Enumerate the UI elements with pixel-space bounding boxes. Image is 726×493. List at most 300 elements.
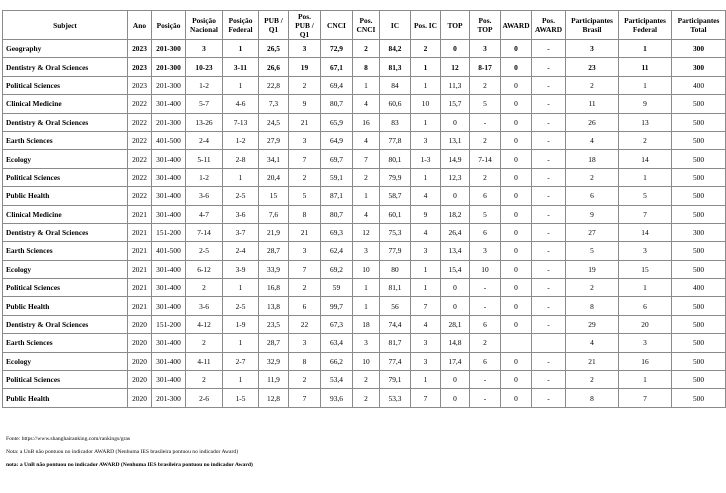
table-cell: - [470,279,501,297]
table-cell: - [532,150,566,168]
table-cell: 2 [353,389,380,407]
table-cell: 28,1 [441,315,470,333]
table-cell: 151-200 [152,315,186,333]
table-cell: 0 [501,371,532,389]
table-cell: 2 [470,168,501,186]
table-cell: 7 [619,389,672,407]
table-cell: 4-11 [186,352,223,370]
table-cell: 500 [672,131,726,149]
table-cell: 2022 [128,113,152,131]
table-cell: 69,4 [321,76,353,94]
table-cell: 66,2 [321,352,353,370]
table-cell: 29 [566,315,619,333]
table-cell: 67,1 [321,58,353,76]
table-cell: 2 [411,40,441,58]
table-cell: 2 [470,76,501,94]
table-cell: 1 [353,297,380,315]
column-header: Ano [128,11,152,40]
table-cell: 3 [289,131,321,149]
table-cell: 1 [619,76,672,94]
column-header: Posição [152,11,186,40]
table-cell: 3 [411,334,441,352]
table-cell: 17,4 [441,352,470,370]
table-cell: 2020 [128,389,152,407]
table-cell: 14 [619,223,672,241]
table-cell: 22 [289,315,321,333]
table-cell: 13,1 [441,131,470,149]
table-cell: 11 [566,95,619,113]
table-row [3,352,726,370]
column-header: TOP [441,11,470,40]
table-cell: 3-6 [186,297,223,315]
table-cell: 59,1 [321,168,353,186]
subject-cell: Political Sciences [3,76,128,94]
table-cell: - [532,40,566,58]
table-cell: 1 [223,371,259,389]
table-cell: 77,8 [380,131,411,149]
column-header: Participantes Brasil [566,11,619,40]
table-cell: 8 [289,352,321,370]
table-cell: 5 [566,242,619,260]
footnotes [6,436,253,475]
table-cell: 0 [501,131,532,149]
table-cell: 13,4 [441,242,470,260]
table-cell: 77,9 [380,242,411,260]
table-cell: 33,9 [259,260,289,278]
table-cell: 79,1 [380,371,411,389]
table-cell: 3 [289,40,321,58]
table-cell: 3 [470,242,501,260]
table-cell: 3 [619,242,672,260]
table-cell: 69,7 [321,150,353,168]
table-cell: 19 [289,58,321,76]
table-cell: 2 [566,76,619,94]
table-cell: 301-400 [152,168,186,186]
table-cell: 83 [380,113,411,131]
table-cell: 500 [672,187,726,205]
table-cell: 84,2 [380,40,411,58]
table-cell: 2 [186,334,223,352]
table-cell: 69,3 [321,223,353,241]
table-cell: 2-5 [223,187,259,205]
table-cell: 21,9 [259,223,289,241]
table-cell: 2021 [128,260,152,278]
award-note: Nota: a UnB não pontuou no indicador AWARD (Nenhuma IES brasileira pontuou no indicador Award) [6,449,239,455]
table-cell: - [532,352,566,370]
table-cell: 1 [411,58,441,76]
table-cell: 4 [411,187,441,205]
table-cell: 11 [619,58,672,76]
table-cell: - [532,279,566,297]
table-cell: 6 [470,187,501,205]
table-cell: 8 [353,58,380,76]
table-cell: 1-2 [186,76,223,94]
table-cell: 26 [566,113,619,131]
table-cell: 0 [501,150,532,168]
table-cell: 81,1 [380,279,411,297]
table-cell: 8 [566,389,619,407]
table-cell: 2 [289,76,321,94]
column-header: CNCI [321,11,353,40]
table-cell: 1 [619,40,672,58]
table-cell: 28,7 [259,242,289,260]
table-cell: 7,3 [259,95,289,113]
column-header: AWARD [501,11,532,40]
table-cell: 4-6 [223,95,259,113]
table-cell: 1 [411,260,441,278]
table-cell: 2 [353,371,380,389]
table-cell: 4 [353,205,380,223]
table-cell: 1 [411,168,441,186]
table-cell: 16 [619,352,672,370]
table-cell: 2-6 [186,389,223,407]
table-cell: 3 [470,40,501,58]
table-cell: 77,4 [380,352,411,370]
subject-cell: Ecology [3,260,128,278]
table-cell: 15,7 [441,95,470,113]
table-cell: - [532,315,566,333]
table-cell: 3-9 [223,260,259,278]
table-cell: 1-2 [223,131,259,149]
table-cell: 2-5 [186,242,223,260]
table-cell: 1-3 [411,150,441,168]
table-cell: 1 [223,40,259,58]
table-cell: 0 [501,389,532,407]
table-cell: 4 [353,95,380,113]
table-cell: 10 [470,260,501,278]
subject-cell: Clinical Medicine [3,205,128,223]
table-cell: 7 [289,389,321,407]
table-cell: 13-26 [186,113,223,131]
subject-cell: Public Health [3,187,128,205]
subject-cell: Dentistry & Oral Sciences [3,223,128,241]
table-cell: 80,1 [380,150,411,168]
table-cell: 500 [672,352,726,370]
table-row [3,131,726,149]
table-cell: 20,4 [259,168,289,186]
subject-cell: Political Sciences [3,279,128,297]
table-cell: 6-12 [186,260,223,278]
table-cell: 201-300 [152,113,186,131]
table-cell: 21 [289,113,321,131]
table-cell: 6 [470,352,501,370]
table-cell: - [532,113,566,131]
table-row [3,279,726,297]
table-cell: 0 [441,113,470,131]
table-cell: 60,1 [380,205,411,223]
table-cell: 87,1 [321,187,353,205]
table-cell: 9 [566,205,619,223]
table-cell: 0 [501,315,532,333]
table-cell: 84 [380,76,411,94]
table-cell: 6 [470,315,501,333]
table-cell: 4 [566,131,619,149]
table-cell: 300 [672,223,726,241]
table-cell: 7 [289,150,321,168]
table-cell: 0 [441,187,470,205]
table-cell: 24,5 [259,113,289,131]
table-cell: 2022 [128,95,152,113]
table-cell: 12 [353,223,380,241]
table-cell: 2020 [128,352,152,370]
table-cell: 15 [619,260,672,278]
subject-cell: Dentistry & Oral Sciences [3,315,128,333]
table-cell: - [532,58,566,76]
table-row [3,113,726,131]
table-cell: 2 [289,168,321,186]
table-cell: 0 [441,40,470,58]
table-cell: 8 [566,297,619,315]
table-cell: 1 [411,113,441,131]
table-cell: 2 [470,334,501,352]
table-cell: 401-500 [152,242,186,260]
table-cell: 7 [411,297,441,315]
table-cell: - [532,223,566,241]
column-header: Pos. CNCI [353,11,380,40]
table-row [3,168,726,186]
table-cell: 9 [619,95,672,113]
table-cell: 23,5 [259,315,289,333]
table-cell: 0 [501,95,532,113]
table-cell: 2 [353,40,380,58]
table-cell: 53,3 [380,389,411,407]
table-cell: 93,6 [321,389,353,407]
table-cell: 18 [566,150,619,168]
table-cell: 3 [353,242,380,260]
table-cell: - [532,187,566,205]
table-cell: 301-400 [152,334,186,352]
table-cell: 0 [501,352,532,370]
column-header: Pos. AWARD [532,11,566,40]
table-cell: - [470,297,501,315]
table-cell: 0 [501,279,532,297]
table-cell: 301-400 [152,150,186,168]
subject-cell: Earth Sciences [3,131,128,149]
table-row [3,205,726,223]
table-cell: 27,9 [259,131,289,149]
table-cell [532,334,566,352]
table-cell: 2 [353,168,380,186]
table-cell: 301-400 [152,95,186,113]
table-cell: 2-4 [186,131,223,149]
table-cell: 63,4 [321,334,353,352]
table-row [3,242,726,260]
table-cell: 1-2 [186,168,223,186]
table-cell: 500 [672,242,726,260]
table-cell: 0 [441,297,470,315]
table-cell: 12,3 [441,168,470,186]
table-cell: 0 [501,297,532,315]
table-cell: 2 [186,279,223,297]
table-row [3,315,726,333]
table-cell: 2-4 [223,242,259,260]
table-cell: 1-5 [223,389,259,407]
table-cell: 34,1 [259,150,289,168]
column-header: PUB / Q1 [259,11,289,40]
table-row [3,223,726,241]
table-cell: 65,9 [321,113,353,131]
subject-cell: Geography [3,40,128,58]
table-cell: 400 [672,279,726,297]
table-cell: 5 [470,95,501,113]
table-cell: 14,8 [441,334,470,352]
table-cell: 5 [470,205,501,223]
table-cell: 2022 [128,187,152,205]
ranking-table [2,10,726,408]
table-cell: 300 [672,58,726,76]
table-cell: 3-6 [186,187,223,205]
table-cell: 2-5 [223,297,259,315]
table-cell: 3 [411,352,441,370]
column-header: Pos. PUB / Q1 [289,11,321,40]
column-header: Pos. TOP [470,11,501,40]
source-note: Fonte: https://www.shanghairanking.com/rankings/gras [6,436,131,442]
table-cell: - [532,242,566,260]
table-cell: 0 [501,40,532,58]
table-cell: 1 [619,168,672,186]
table-cell: 74,4 [380,315,411,333]
table-cell: 2-8 [223,150,259,168]
table-cell: 75,3 [380,223,411,241]
table-cell: 1 [411,371,441,389]
table-cell: 500 [672,334,726,352]
table-cell: 11,9 [259,371,289,389]
table-cell: 79,9 [380,168,411,186]
table-cell [501,334,532,352]
table-row [3,76,726,94]
table-cell: 1 [353,76,380,94]
table-cell: 10 [353,352,380,370]
table-cell: 3 [289,334,321,352]
table-cell: 8-17 [470,58,501,76]
table-cell: 500 [672,371,726,389]
table-cell: 2023 [128,40,152,58]
table-cell: 2023 [128,58,152,76]
table-cell: 301-400 [152,260,186,278]
table-row [3,371,726,389]
table-cell: 0 [501,242,532,260]
table-cell: 18 [353,315,380,333]
subject-cell: Earth Sciences [3,242,128,260]
table-cell: 2022 [128,131,152,149]
table-cell: 7 [619,205,672,223]
table-cell: 4 [411,223,441,241]
table-cell: 7-13 [223,113,259,131]
column-header: Posição Nacional [186,11,223,40]
table-cell: 500 [672,205,726,223]
table-cell: - [532,131,566,149]
table-cell: 62,4 [321,242,353,260]
table-body [3,40,726,408]
table-cell: - [532,371,566,389]
table-cell: - [470,389,501,407]
table-cell: 3 [289,242,321,260]
table-cell: - [532,168,566,186]
table-cell: 2-7 [223,352,259,370]
table-cell: 2 [289,279,321,297]
table-cell: 0 [501,260,532,278]
table-cell: 15,4 [441,260,470,278]
table-cell: 13,8 [259,297,289,315]
table-cell: 3 [411,242,441,260]
table-cell: 500 [672,150,726,168]
ranking-table-container [2,10,720,408]
table-row [3,187,726,205]
subject-cell: Political Sciences [3,371,128,389]
table-cell: 2 [619,131,672,149]
column-header: Pos. IC [411,11,441,40]
table-cell: 2021 [128,242,152,260]
table-cell: 7 [289,260,321,278]
table-cell: 1 [223,76,259,94]
table-cell: 1 [353,187,380,205]
table-cell: 0 [501,223,532,241]
table-cell: - [532,389,566,407]
table-cell: 4-12 [186,315,223,333]
table-cell: 10 [411,95,441,113]
table-cell: 1 [619,371,672,389]
table-cell: 27 [566,223,619,241]
table-cell: 6 [619,297,672,315]
table-cell: 1 [411,76,441,94]
table-cell: 2021 [128,279,152,297]
table-cell: 0 [441,371,470,389]
table-cell: 5-7 [186,95,223,113]
table-cell: 201-300 [152,76,186,94]
table-cell: 500 [672,168,726,186]
table-cell: 1 [411,279,441,297]
subject-cell: Clinical Medicine [3,95,128,113]
subject-cell: Dentistry & Oral Sciences [3,58,128,76]
table-cell: 201-300 [152,58,186,76]
subject-cell: Ecology [3,150,128,168]
table-cell: 2023 [128,76,152,94]
table-cell: 3 [619,334,672,352]
column-header: Participantes Federal [619,11,672,40]
table-cell: 1 [353,279,380,297]
column-header: Participantes Total [672,11,726,40]
table-cell: 2022 [128,168,152,186]
table-cell: 59 [321,279,353,297]
table-cell: 5-11 [186,150,223,168]
table-cell: 7-14 [186,223,223,241]
table-cell: 301-400 [152,205,186,223]
table-cell: 16 [353,113,380,131]
table-cell: 4 [353,131,380,149]
table-cell: 3-11 [223,58,259,76]
table-cell: 500 [672,297,726,315]
table-cell: 10 [353,260,380,278]
table-cell: 500 [672,389,726,407]
table-cell: 500 [672,260,726,278]
table-cell: 81,3 [380,58,411,76]
table-row [3,334,726,352]
table-cell: 3 [353,334,380,352]
table-cell: 12 [441,58,470,76]
table-cell: 301-400 [152,187,186,205]
table-cell: 56 [380,297,411,315]
table-cell: 401-500 [152,131,186,149]
table-cell: 99,7 [321,297,353,315]
table-cell: 0 [501,205,532,223]
table-cell: 2 [289,371,321,389]
table-cell: 0 [501,76,532,94]
subject-cell: Public Health [3,389,128,407]
table-cell: 0 [501,187,532,205]
table-cell: 15 [259,187,289,205]
table-cell: 1 [619,279,672,297]
table-row [3,58,726,76]
